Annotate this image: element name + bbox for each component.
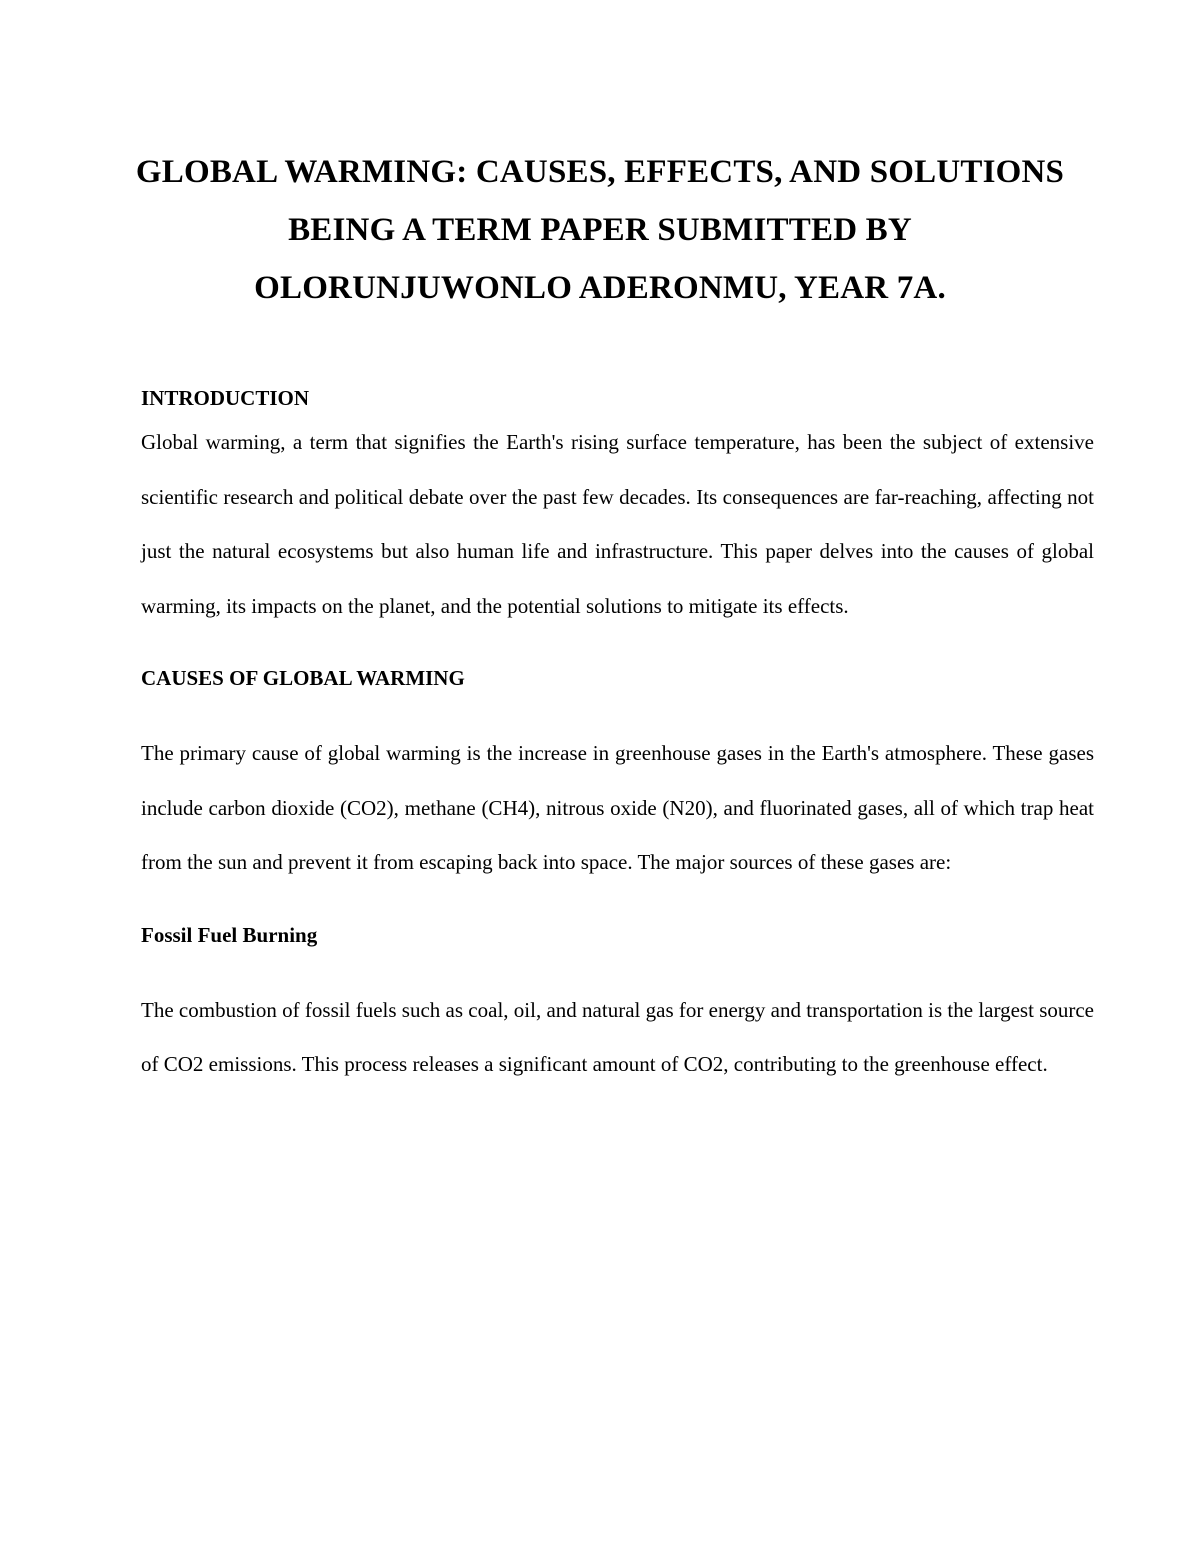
section-paragraph-fossil-fuel: The combustion of fossil fuels such as coal, oil, and natural gas for energy and transportation is the largest source of CO2 emissions. This process releases a significant amount of CO2, contributing to the greenhouse effect. [141, 997, 1094, 1076]
title-line-2: BEING A TERM PAPER SUBMITTED BY [288, 212, 912, 248]
section-paragraph-introduction: Global warming, a term that signifies the Earth's rising surface temperature, has been the subject of extensive scientific research and political debate over the past few decades. Its consequences are far-reaching, affecting not just the natural ecosystems but also human life and infrastructure. This paper delves into the causes of global warming, its impacts on the planet, and the potential solutions to mitigate its effects. [141, 430, 1094, 618]
title-line-1: GLOBAL WARMING: CAUSES, EFFECTS, AND SOLUTIONS [135, 154, 1065, 190]
section-heading-causes: CAUSES OF GLOBAL WARMING [141, 666, 465, 690]
section-heading-introduction: INTRODUCTION [141, 386, 310, 410]
section-paragraph-causes: The primary cause of global warming is the increase in greenhouse gases in the Earth's atmosphere. These gases include carbon dioxide (CO2), methane (CH4), nitrous oxide (N20), and fluorinated gases, all of which trap heat from the sun and prevent it from escaping back into space. The major sources of these gases are: [141, 741, 1094, 874]
document-title [100, 143, 1100, 317]
title-line-3: OLORUNJUWONLO ADERONMU, YEAR 7A. [254, 270, 946, 306]
section-heading-fossil-fuel: Fossil Fuel Burning [141, 922, 318, 947]
document-body [141, 383, 1094, 1092]
